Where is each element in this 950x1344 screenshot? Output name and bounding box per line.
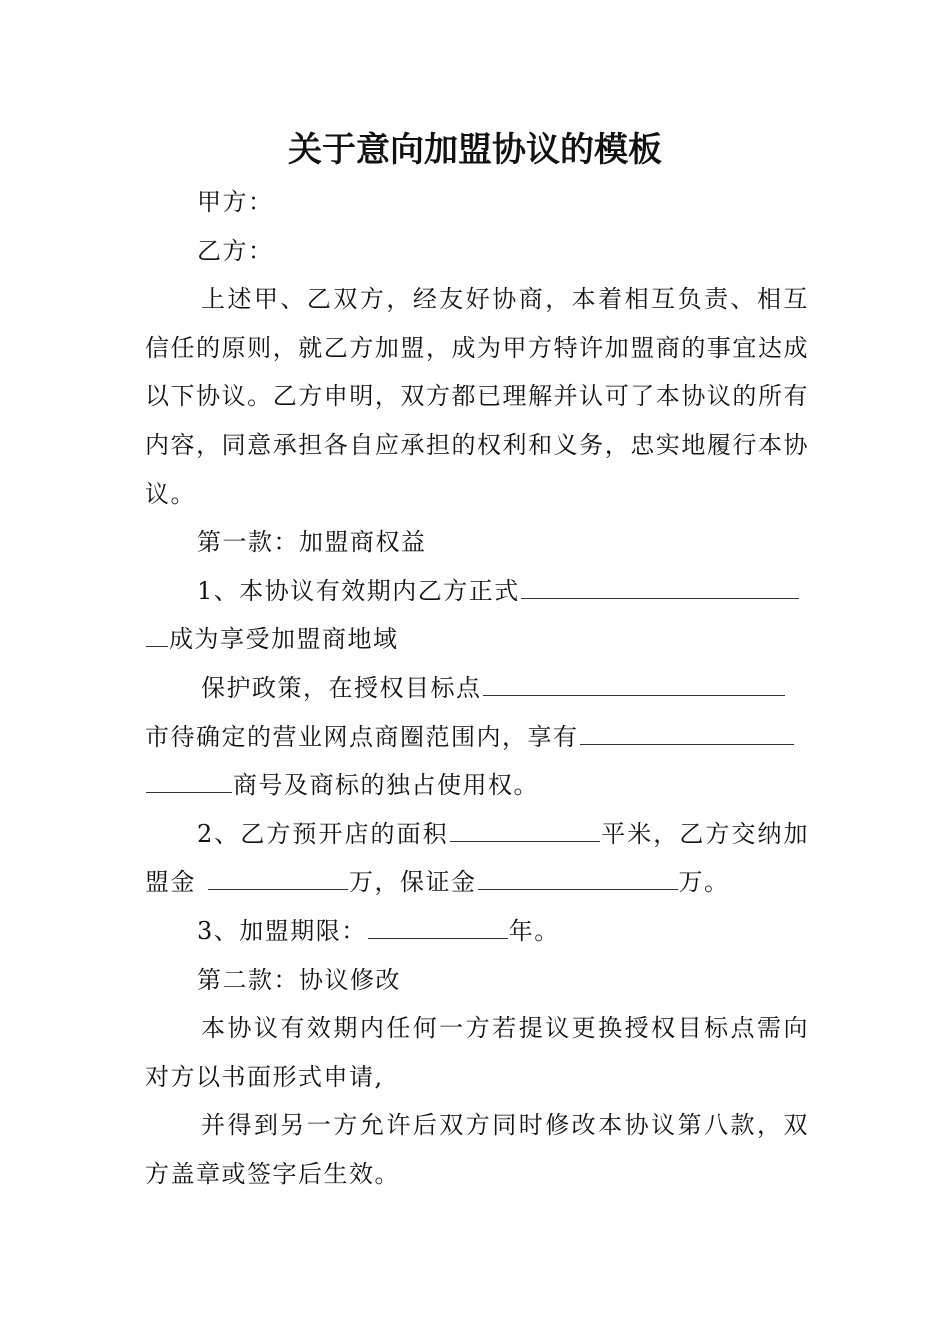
item1-text-a: 1、本协议有效期内乙方正式 [197, 576, 520, 605]
item1-line3 [145, 664, 809, 713]
clause2-paragraph-1: 本协议有效期内任何一方若提议更换授权目标点需向对方以书面形式申请, [145, 1014, 809, 1091]
item1-text-d: 市待确定的营业网点商圈范围内，享有 [145, 722, 579, 751]
party-a-line: 甲方： [197, 188, 274, 216]
item2-text-d: 万。 [678, 868, 730, 897]
item3-line [145, 907, 809, 956]
item1-line4 [145, 713, 809, 762]
item2-text-c: 万，保证金 [349, 868, 477, 897]
clause2-heading: 第二款：协议修改 [197, 965, 401, 994]
item3-text-b: 年。 [508, 916, 560, 945]
blank-field [208, 863, 348, 890]
item1-text-e: 商号及商标的独占使用权。 [233, 771, 539, 800]
blank-field [146, 766, 232, 793]
blank-field [450, 815, 600, 842]
item1-text-c: 保护政策，在授权目标点 [201, 673, 482, 702]
blank-field [521, 572, 799, 599]
item2-text-b: 平米，乙方交纳加盟金 [145, 819, 809, 897]
clause2-paragraph-2: 并得到另一方允许后双方同时修改本协议第八款，双方盖章或签字后生效。 [145, 1111, 809, 1188]
intro-paragraph: 上述甲、乙双方，经友好协商，本着相互负责、相互信任的原则，就乙方加盟，成为甲方特许加盟商的事宜达成以下协议。乙方申明，双方都已理解并认可了本协议的所有内容，同意承担各自应承担的权利和义务，忠实地履行本协议。 [145, 285, 809, 508]
document-body [145, 178, 809, 1198]
blank-field [483, 669, 785, 696]
item3-text-a: 3、加盟期限： [197, 916, 367, 945]
blank-field [368, 912, 508, 939]
blank-field [478, 863, 678, 890]
item1-text-b: 成为享受加盟商地域 [169, 625, 399, 654]
item2-line [145, 810, 809, 907]
item1-line2 [145, 615, 809, 664]
clause1-heading: 第一款：加盟商权益 [197, 528, 427, 557]
document-title: 关于意向加盟协议的模板 [288, 130, 662, 170]
blank-field [146, 620, 168, 647]
blank-field [580, 718, 794, 745]
item2-text-a: 2、乙方预开店的面积 [197, 819, 449, 848]
item1-line1 [145, 567, 809, 616]
item1-line5 [145, 761, 809, 810]
party-b-line: 乙方： [197, 236, 274, 265]
